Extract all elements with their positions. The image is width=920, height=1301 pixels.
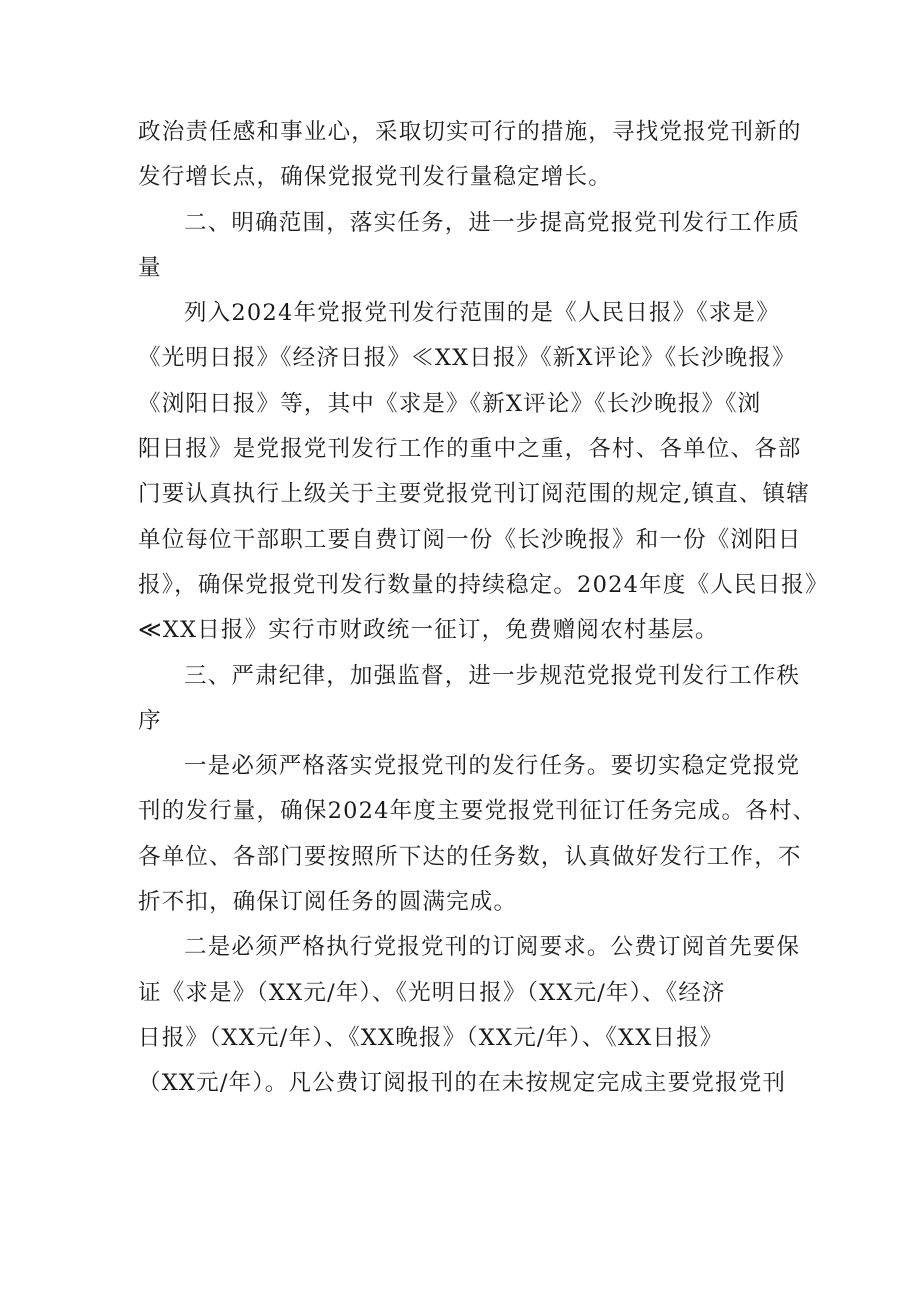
paragraph-line: 门要认真执行上级关于主要党报党刊订阅范围的规定,镇直、镇辖	[138, 481, 810, 508]
paragraph-line: 刊的发行量，确保2024年度主要党报党刊征订任务完成。各村、	[138, 798, 817, 825]
paragraph-line: 折不扣，确保订阅任务的圆满完成。	[138, 889, 518, 916]
paragraph-line: 列入2024年党报党刊发行范围的是《人民日报》《求是》	[184, 300, 780, 327]
section-heading-3-cont: 序	[138, 707, 162, 734]
paragraph-line: ≪XX日报》实行市财政统一征订，免费赠阅农村基层。	[138, 617, 719, 644]
paragraph-line: 一是必须严格落实党报党刊的发行任务。要切实稳定党报党	[184, 753, 801, 780]
paragraph-line: 发行增长点，确保党报党刊发行量稳定增长。	[138, 164, 613, 191]
paragraph-line: 报》，确保党报党刊发行数量的持续稳定。2024年度《人民日报》	[138, 571, 829, 598]
paragraph-line: 政治责任感和事业心，采取切实可行的措施，寻找党报党刊新的	[138, 119, 802, 145]
paragraph-line: 日报》（XX元/年）、《XX晚报》（XX元/年）、《XX日报》	[138, 1024, 724, 1051]
paragraph-line: 《光明日报》《经济日报》≪XX日报》《新X评论》《长沙晚报》	[138, 345, 796, 372]
section-heading-2: 二、明确范围，落实任务，进一步提高党报党刊发行工作质	[184, 209, 801, 236]
paragraph-line: 单位每位干部职工要自费订阅一份《长沙晚报》和一份《浏阳日	[138, 526, 802, 553]
paragraph-line: 各单位、各部门要按照所下达的任务数，认真做好发行工作，不	[138, 843, 802, 870]
paragraph-line: 二是必须严格执行党报党刊的订阅要求。公费订阅首先要保	[184, 934, 801, 961]
paragraph-line: 《浏阳日报》等，其中《求是》《新X评论》《长沙晚报》《浏	[138, 390, 762, 417]
section-heading-2-cont: 量	[138, 254, 162, 281]
paragraph-line: 证《求是》（XX元/年）、《光明日报》（XX元/年）、《经济	[138, 979, 726, 1006]
paragraph-line: 阳日报》是党报党刊发行工作的重中之重，各村、各单位、各部	[138, 436, 802, 463]
document-page	[138, 110, 829, 1107]
paragraph-line: （XX元/年）。凡公费订阅报刊的在未按规定完成主要党报党刊	[138, 1070, 787, 1097]
section-heading-3: 三、严肃纪律，加强监督，进一步规范党报党刊发行工作秩	[184, 662, 801, 689]
